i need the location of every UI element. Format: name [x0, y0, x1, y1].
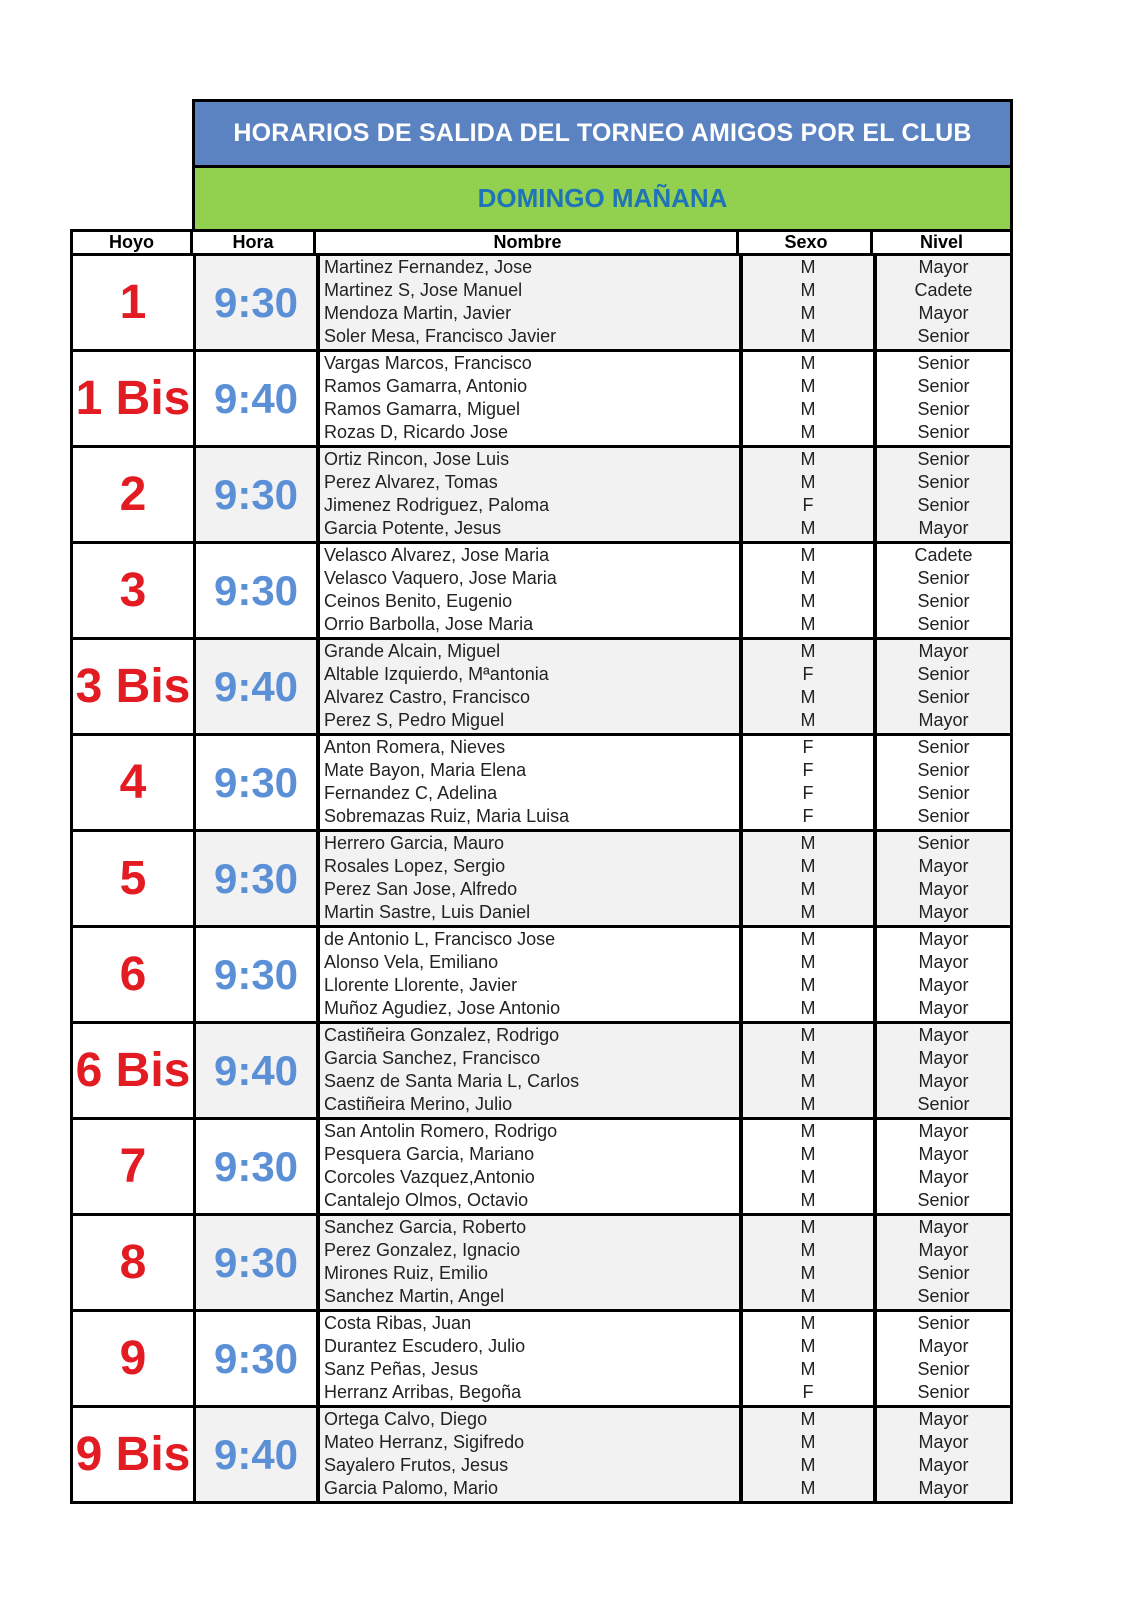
sexo-cell	[739, 928, 873, 1024]
player-name: Perez Alvarez, Tomas	[324, 472, 498, 492]
tee-group	[70, 1216, 1013, 1312]
player-sex: M	[800, 1336, 816, 1356]
hoyo-cell: 6	[70, 928, 193, 1024]
hora-cell: 9:40	[193, 1408, 316, 1504]
nombre-cell	[316, 832, 739, 928]
player-level: Senior	[917, 1359, 970, 1379]
nombre-cell	[316, 448, 739, 544]
player-level: Senior	[917, 472, 970, 492]
player-sex: M	[800, 422, 816, 442]
player-name: Pesquera Garcia, Mariano	[324, 1144, 535, 1164]
player-level: Senior	[917, 833, 970, 853]
hoyo-cell: 9	[70, 1312, 193, 1408]
player-sex: M	[800, 1144, 816, 1164]
player-level: Senior	[917, 1263, 970, 1283]
player-level: Mayor	[918, 1121, 969, 1141]
player-name: Perez S, Pedro Miguel	[324, 710, 505, 730]
player-level: Senior	[917, 568, 970, 588]
nombre-cell	[316, 640, 739, 736]
player-sex: M	[800, 472, 816, 492]
player-sex: M	[800, 710, 816, 730]
nombre-cell	[316, 1120, 739, 1216]
player-sex: M	[800, 902, 816, 922]
hoyo-cell: 3 Bis	[70, 640, 193, 736]
hoyo-cell: 4	[70, 736, 193, 832]
player-level: Mayor	[918, 1432, 969, 1452]
player-level: Senior	[917, 422, 970, 442]
tee-group	[70, 736, 1013, 832]
player-name: Garcia Potente, Jesus	[324, 518, 502, 538]
player-name: Martin Sastre, Luis Daniel	[324, 902, 531, 922]
player-name: Durantez Escudero, Julio	[324, 1336, 526, 1356]
player-name: Llorente Llorente, Javier	[324, 975, 518, 995]
player-name: Anton Romera, Nieves	[324, 737, 506, 757]
nivel-cell	[873, 1216, 1013, 1312]
player-name: Sobremazas Ruiz, Maria Luisa	[324, 806, 570, 826]
tee-times-table	[70, 256, 1013, 1504]
player-level: Senior	[917, 326, 970, 346]
player-sex: M	[800, 1286, 816, 1306]
player-name: Grande Alcain, Miguel	[324, 641, 501, 661]
player-name: Altable Izquierdo, Mªantonia	[324, 664, 549, 684]
nombre-cell	[316, 544, 739, 640]
player-name: Fernandez C, Adelina	[324, 783, 498, 803]
hoyo-cell: 1 Bis	[70, 352, 193, 448]
player-name: Perez San Jose, Alfredo	[324, 879, 518, 899]
table-header	[70, 229, 1013, 256]
header-sexo: Sexo	[736, 229, 876, 256]
tee-group	[70, 448, 1013, 544]
player-sex: M	[800, 568, 816, 588]
player-name: Mendoza Martin, Javier	[324, 303, 512, 323]
sexo-cell	[739, 640, 873, 736]
player-name: Saenz de Santa Maria L, Carlos	[324, 1071, 580, 1091]
player-level: Cadete	[914, 280, 973, 300]
nivel-cell	[873, 736, 1013, 832]
player-sex: M	[800, 257, 816, 277]
player-sex: M	[800, 518, 816, 538]
player-sex: M	[800, 1190, 816, 1210]
player-name: Castiñeira Merino, Julio	[324, 1094, 513, 1114]
player-sex: M	[800, 303, 816, 323]
player-sex: M	[800, 1240, 816, 1260]
player-name: Ramos Gamarra, Miguel	[324, 399, 521, 419]
player-level: Mayor	[918, 1144, 969, 1164]
nombre-cell	[316, 1216, 739, 1312]
player-level: Senior	[917, 664, 970, 684]
hoyo-cell: 6 Bis	[70, 1024, 193, 1120]
nivel-cell	[873, 1120, 1013, 1216]
sexo-cell	[739, 736, 873, 832]
player-name: Muñoz Agudiez, Jose Antonio	[324, 998, 561, 1018]
player-name: Costa Ribas, Juan	[324, 1313, 472, 1333]
player-sex: M	[800, 1455, 816, 1475]
tee-group	[70, 256, 1013, 352]
player-name: Perez Gonzalez, Ignacio	[324, 1240, 521, 1260]
hoyo-cell: 1	[70, 256, 193, 352]
player-name: Ramos Gamarra, Antonio	[324, 376, 528, 396]
player-name: Alvarez Castro, Francisco	[324, 687, 531, 707]
tee-group	[70, 352, 1013, 448]
nivel-cell	[873, 544, 1013, 640]
hora-cell: 9:40	[193, 352, 316, 448]
player-level: Senior	[917, 449, 970, 469]
player-sex: F	[802, 783, 814, 803]
nombre-cell	[316, 928, 739, 1024]
player-sex: F	[802, 737, 814, 757]
player-name: Vargas Marcos, Francisco	[324, 353, 532, 373]
nivel-cell	[873, 928, 1013, 1024]
player-level: Mayor	[918, 1217, 969, 1237]
player-level: Mayor	[918, 1071, 969, 1091]
player-sex: M	[800, 1094, 816, 1114]
player-sex: M	[800, 1167, 816, 1187]
hora-cell: 9:40	[193, 640, 316, 736]
player-name: Corcoles Vazquez,Antonio	[324, 1167, 535, 1187]
hora-cell: 9:30	[193, 736, 316, 832]
player-level: Mayor	[918, 710, 969, 730]
player-name: Martinez S, Jose Manuel	[324, 280, 523, 300]
player-name: Martinez Fernandez, Jose	[324, 257, 533, 277]
hoyo-cell: 3	[70, 544, 193, 640]
player-level: Mayor	[918, 929, 969, 949]
hora-cell: 9:30	[193, 928, 316, 1024]
player-level: Senior	[917, 399, 970, 419]
player-sex: F	[802, 1382, 814, 1402]
player-name: Herrero Garcia, Mauro	[324, 833, 505, 853]
player-level: Mayor	[918, 1336, 969, 1356]
hoyo-cell: 5	[70, 832, 193, 928]
sexo-cell	[739, 256, 873, 352]
sexo-cell	[739, 352, 873, 448]
player-level: Mayor	[918, 1025, 969, 1045]
hoyo-cell: 2	[70, 448, 193, 544]
player-sex: M	[800, 879, 816, 899]
player-level: Mayor	[918, 952, 969, 972]
player-sex: F	[802, 806, 814, 826]
player-sex: F	[802, 664, 814, 684]
hora-cell: 9:30	[193, 1216, 316, 1312]
player-level: Mayor	[918, 1240, 969, 1260]
player-sex: M	[800, 1359, 816, 1379]
player-level: Senior	[917, 737, 970, 757]
player-name: Mate Bayon, Maria Elena	[324, 760, 527, 780]
player-level: Mayor	[918, 1455, 969, 1475]
player-name: Ortega Calvo, Diego	[324, 1409, 488, 1429]
hora-cell: 9:30	[193, 832, 316, 928]
player-sex: M	[800, 1071, 816, 1091]
player-level: Mayor	[918, 1167, 969, 1187]
player-level: Senior	[917, 760, 970, 780]
player-level: Mayor	[918, 975, 969, 995]
player-level: Senior	[917, 1094, 970, 1114]
player-name: Sanchez Garcia, Roberto	[324, 1217, 527, 1237]
page-subtitle: DOMINGO MAÑANA	[192, 168, 1013, 229]
player-name: Rosales Lopez, Sergio	[324, 856, 506, 876]
player-sex: M	[800, 929, 816, 949]
player-level: Mayor	[918, 518, 969, 538]
player-sex: M	[800, 952, 816, 972]
player-level: Cadete	[914, 545, 973, 565]
hora-cell: 9:30	[193, 1312, 316, 1408]
nivel-cell	[873, 1408, 1013, 1504]
player-sex: M	[800, 326, 816, 346]
header-nombre: Nombre	[313, 229, 742, 256]
tee-group	[70, 544, 1013, 640]
header-hora: Hora	[190, 229, 316, 256]
player-name: de Antonio L, Francisco Jose	[324, 929, 556, 949]
tee-group	[70, 1120, 1013, 1216]
player-sex: M	[800, 353, 816, 373]
player-sex: M	[800, 1313, 816, 1333]
player-name: Herranz Arribas, Begoña	[324, 1382, 522, 1402]
tee-group	[70, 640, 1013, 736]
nombre-cell	[316, 256, 739, 352]
player-sex: M	[800, 591, 816, 611]
player-sex: M	[800, 1121, 816, 1141]
player-name: Garcia Sanchez, Francisco	[324, 1048, 541, 1068]
sexo-cell	[739, 832, 873, 928]
player-sex: M	[800, 1048, 816, 1068]
player-level: Senior	[917, 353, 970, 373]
nivel-cell	[873, 1312, 1013, 1408]
player-level: Mayor	[918, 856, 969, 876]
hoyo-cell: 9 Bis	[70, 1408, 193, 1504]
player-name: Velasco Alvarez, Jose Maria	[324, 545, 550, 565]
nombre-cell	[316, 1312, 739, 1408]
player-sex: M	[800, 641, 816, 661]
nivel-cell	[873, 640, 1013, 736]
player-level: Mayor	[918, 303, 969, 323]
player-sex: M	[800, 833, 816, 853]
player-sex: M	[800, 376, 816, 396]
nombre-cell	[316, 736, 739, 832]
player-level: Mayor	[918, 257, 969, 277]
player-level: Senior	[917, 1382, 970, 1402]
nivel-cell	[873, 1024, 1013, 1120]
player-sex: M	[800, 998, 816, 1018]
nivel-cell	[873, 832, 1013, 928]
player-name: Orrio Barbolla, Jose Maria	[324, 614, 534, 634]
player-sex: M	[800, 545, 816, 565]
nombre-cell	[316, 1408, 739, 1504]
hora-cell: 9:30	[193, 448, 316, 544]
player-level: Mayor	[918, 902, 969, 922]
player-level: Mayor	[918, 1048, 969, 1068]
sexo-cell	[739, 1216, 873, 1312]
page-title: HORARIOS DE SALIDA DEL TORNEO AMIGOS POR EL CLUB	[192, 99, 1013, 168]
hora-cell: 9:30	[193, 544, 316, 640]
player-name: Garcia Palomo, Mario	[324, 1478, 499, 1498]
player-name: Mirones Ruiz, Emilio	[324, 1263, 489, 1283]
hoyo-cell: 8	[70, 1216, 193, 1312]
player-sex: F	[802, 495, 814, 515]
sexo-cell	[739, 1120, 873, 1216]
player-level: Mayor	[918, 1409, 969, 1429]
player-level: Senior	[917, 495, 970, 515]
player-level: Mayor	[918, 879, 969, 899]
player-sex: M	[800, 1432, 816, 1452]
hora-cell: 9:30	[193, 1120, 316, 1216]
nivel-cell	[873, 256, 1013, 352]
player-level: Mayor	[918, 641, 969, 661]
player-name: Rozas D, Ricardo Jose	[324, 422, 509, 442]
sexo-cell	[739, 1024, 873, 1120]
player-name: Soler Mesa, Francisco Javier	[324, 326, 557, 346]
sexo-cell	[739, 544, 873, 640]
player-sex: M	[800, 1478, 816, 1498]
sexo-cell	[739, 1312, 873, 1408]
player-level: Mayor	[918, 998, 969, 1018]
player-sex: M	[800, 280, 816, 300]
nivel-cell	[873, 352, 1013, 448]
player-name: Cantalejo Olmos, Octavio	[324, 1190, 529, 1210]
player-sex: M	[800, 449, 816, 469]
player-name: Sayalero Frutos, Jesus	[324, 1455, 509, 1475]
player-name: Velasco Vaquero, Jose Maria	[324, 568, 557, 588]
player-sex: M	[800, 687, 816, 707]
player-sex: M	[800, 975, 816, 995]
tee-group	[70, 832, 1013, 928]
hora-cell: 9:40	[193, 1024, 316, 1120]
player-name: Castiñeira Gonzalez, Rodrigo	[324, 1025, 560, 1045]
tee-group	[70, 1024, 1013, 1120]
player-level: Senior	[917, 783, 970, 803]
player-name: Mateo Herranz, Sigifredo	[324, 1432, 525, 1452]
nivel-cell	[873, 448, 1013, 544]
player-sex: F	[802, 760, 814, 780]
player-level: Mayor	[918, 1478, 969, 1498]
player-name: Sanchez Martin, Angel	[324, 1286, 505, 1306]
hoyo-cell: 7	[70, 1120, 193, 1216]
player-level: Senior	[917, 687, 970, 707]
player-sex: M	[800, 614, 816, 634]
player-level: Senior	[917, 1190, 970, 1210]
header-nivel: Nivel	[870, 229, 1013, 256]
tee-group	[70, 1312, 1013, 1408]
sexo-cell	[739, 1408, 873, 1504]
player-level: Senior	[917, 591, 970, 611]
nombre-cell	[316, 352, 739, 448]
tee-group	[70, 1408, 1013, 1504]
player-level: Senior	[917, 376, 970, 396]
nombre-cell	[316, 1024, 739, 1120]
player-sex: M	[800, 856, 816, 876]
player-name: Ceinos Benito, Eugenio	[324, 591, 513, 611]
player-level: Senior	[917, 806, 970, 826]
player-sex: M	[800, 1025, 816, 1045]
player-level: Senior	[917, 1313, 970, 1333]
player-name: San Antolin Romero, Rodrigo	[324, 1121, 558, 1141]
player-level: Senior	[917, 614, 970, 634]
player-name: Alonso Vela, Emiliano	[324, 952, 499, 972]
player-sex: M	[800, 1217, 816, 1237]
hora-cell: 9:30	[193, 256, 316, 352]
player-sex: M	[800, 399, 816, 419]
player-name: Jimenez Rodriguez, Paloma	[324, 495, 550, 515]
player-sex: M	[800, 1263, 816, 1283]
header-hoyo: Hoyo	[70, 229, 193, 256]
player-sex: M	[800, 1409, 816, 1429]
player-level: Senior	[917, 1286, 970, 1306]
player-name: Ortiz Rincon, Jose Luis	[324, 449, 510, 469]
player-name: Sanz Peñas, Jesus	[324, 1359, 479, 1379]
sexo-cell	[739, 448, 873, 544]
tee-group	[70, 928, 1013, 1024]
